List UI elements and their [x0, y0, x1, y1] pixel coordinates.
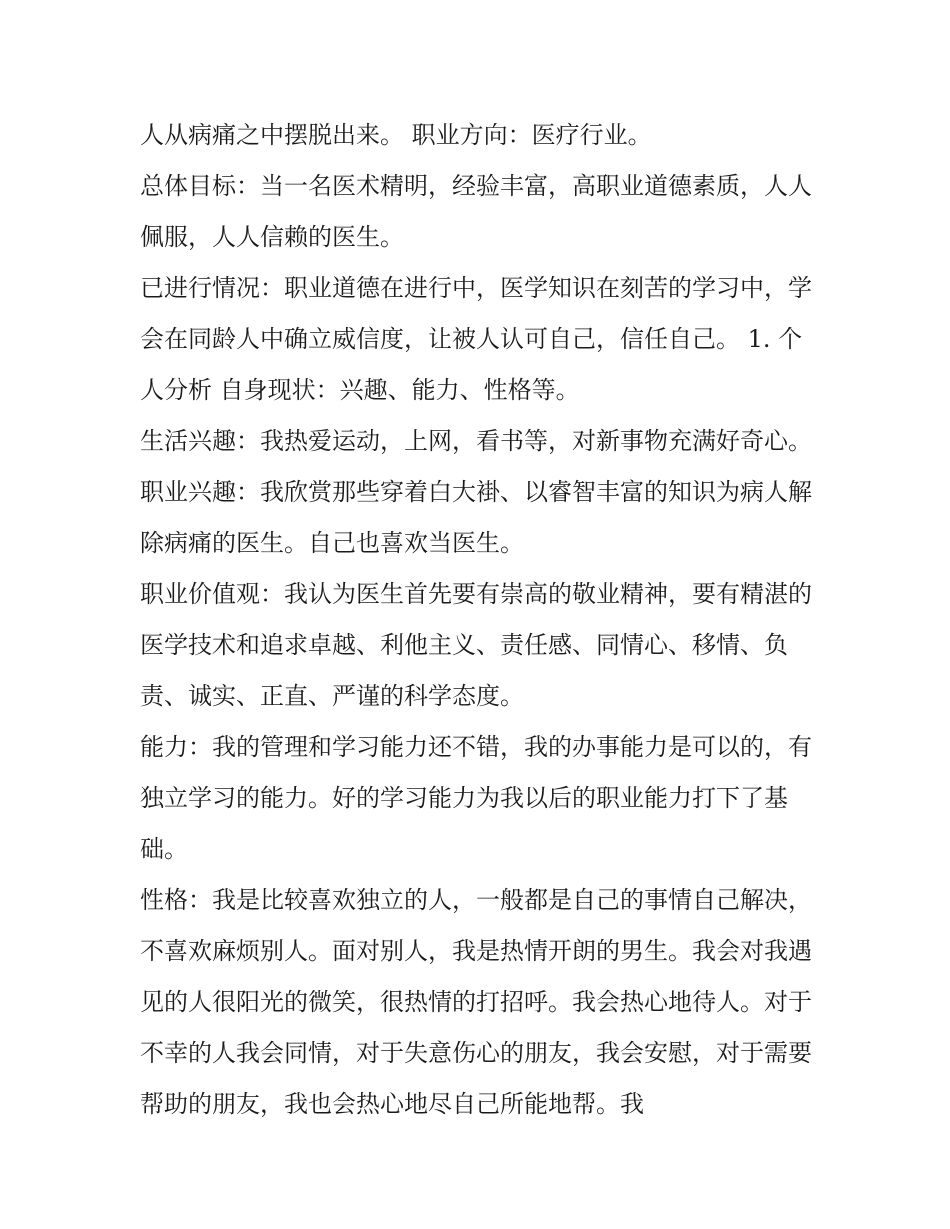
document-body	[140, 110, 820, 1130]
paragraph-career-direction: 人从病痛之中摆脱出来。 职业方向：医疗行业。	[140, 121, 652, 149]
paragraph-abilities: 能力：我的管理和学习能力还不错，我的办事能力是可以的，有独立学习的能力。好的学习能力为我以后的职业能力打下了基础。	[140, 733, 812, 863]
paragraph-progress-status: 已进行情况：职业道德在进行中，医学知识在刻苦的学习中，学会在同龄人中确立威信度，让被人认可自己，信任自己。 1. 个人分析 自身现状：兴趣、能力、性格等。	[140, 274, 812, 404]
paragraph-personality: 性格：我是比较喜欢独立的人，一般都是自己的事情自己解决，不喜欢麻烦别人。面对别人，我是热情开朗的男生。我会对我遇见的人很阳光的微笑，很热情的打招呼。我会热心地待人。对于不幸的人我会同情，对于失意伤心的朋友，我会安慰，对于需要帮助的朋友，我也会热心地尽自己所能地帮。我	[140, 886, 812, 1118]
paragraph-overall-goal: 总体目标：当一名医术精明，经验丰富，高职业道德素质，人人佩服，人人信赖的医生。	[140, 172, 812, 251]
paragraph-career-values: 职业价值观：我认为医生首先要有崇高的敬业精神，要有精湛的医学技术和追求卓越、利他主义、责任感、同情心、移情、负责、诚实、正直、严谨的科学态度。	[140, 580, 812, 710]
paragraph-interests: 生活兴趣：我热爱运动，上网，看书等，对新事物充满好奇心。 职业兴趣：我欣赏那些穿着白大褂、以睿智丰富的知识为病人解除病痛的医生。自己也喜欢当医生。	[140, 427, 812, 557]
